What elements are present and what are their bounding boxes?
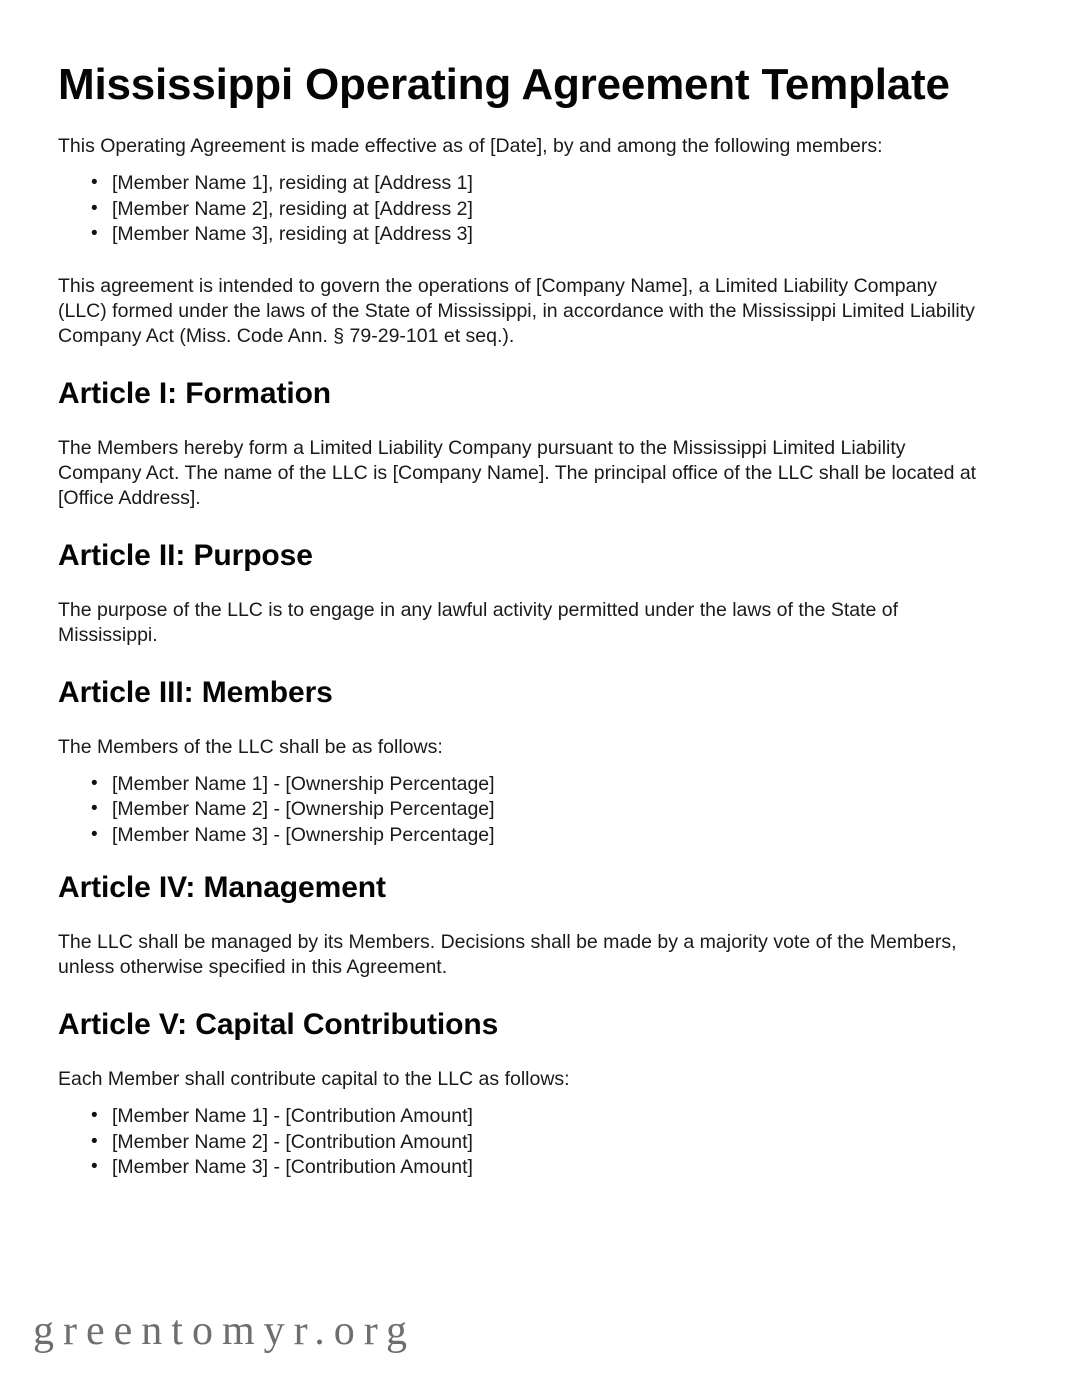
list-item: • [Member Name 1], residing at [Address 1] — [58, 171, 990, 197]
governing-law-paragraph: This agreement is intended to govern the operations of [Company Name], a Limited Liability Company (LLC) formed under the laws of the State of Mississippi, in accordance with the Mississippi Limited Liability Company Act (Miss. Code Ann. § 79-29-101 et seq.). — [58, 274, 975, 347]
list-item: • [Member Name 2] - [Contribution Amount] — [58, 1130, 990, 1156]
article-3-heading: Article III: Members — [58, 675, 333, 709]
document-content — [58, 0, 990, 1181]
article-4-paragraph: The LLC shall be managed by its Members. Decisions shall be made by a majority vote of the Members, unless otherwise specified in this Agreement. — [58, 931, 957, 978]
article-5-contribution-list — [58, 1092, 990, 1181]
article-1-paragraph: The Members hereby form a Limited Liability Company pursuant to the Mississippi Limited Liability Company Act. The name of the LLC is [Company Name]. The principal office of the LLC shall be located at [Office Address]. — [58, 436, 977, 509]
list-item: • [Member Name 2], residing at [Address 2] — [58, 197, 990, 223]
list-item: • [Member Name 2] - [Ownership Percentage] — [58, 797, 990, 823]
page-title: Mississippi Operating Agreement Template — [58, 60, 950, 109]
article-2-heading: Article II: Purpose — [58, 538, 313, 572]
site-watermark: greentomyr.org — [33, 1308, 417, 1354]
article-3-paragraph: The Members of the LLC shall be as follows: — [58, 735, 443, 758]
list-item: • [Member Name 3], residing at [Address 3] — [58, 222, 990, 248]
list-item: • [Member Name 3] - [Ownership Percentage] — [58, 823, 990, 849]
list-item: • [Member Name 1] - [Ownership Percentage] — [58, 772, 990, 798]
list-item: • [Member Name 3] - [Contribution Amount] — [58, 1155, 990, 1181]
article-5-heading: Article V: Capital Contributions — [58, 1008, 499, 1041]
article-5-paragraph: Each Member shall contribute capital to the LLC as follows: — [58, 1068, 570, 1090]
member-address-list — [58, 159, 990, 248]
article-3-member-list — [58, 760, 990, 849]
article-2-paragraph: The purpose of the LLC is to engage in any lawful activity permitted under the laws of the State of Mississippi. — [58, 598, 899, 646]
list-item: • [Member Name 1] - [Contribution Amount] — [58, 1104, 990, 1130]
article-4-heading: Article IV: Management — [58, 871, 386, 904]
article-1-heading: Article I: Formation — [58, 376, 332, 410]
intro-paragraph: This Operating Agreement is made effective as of [Date], by and among the following members: — [58, 135, 883, 157]
